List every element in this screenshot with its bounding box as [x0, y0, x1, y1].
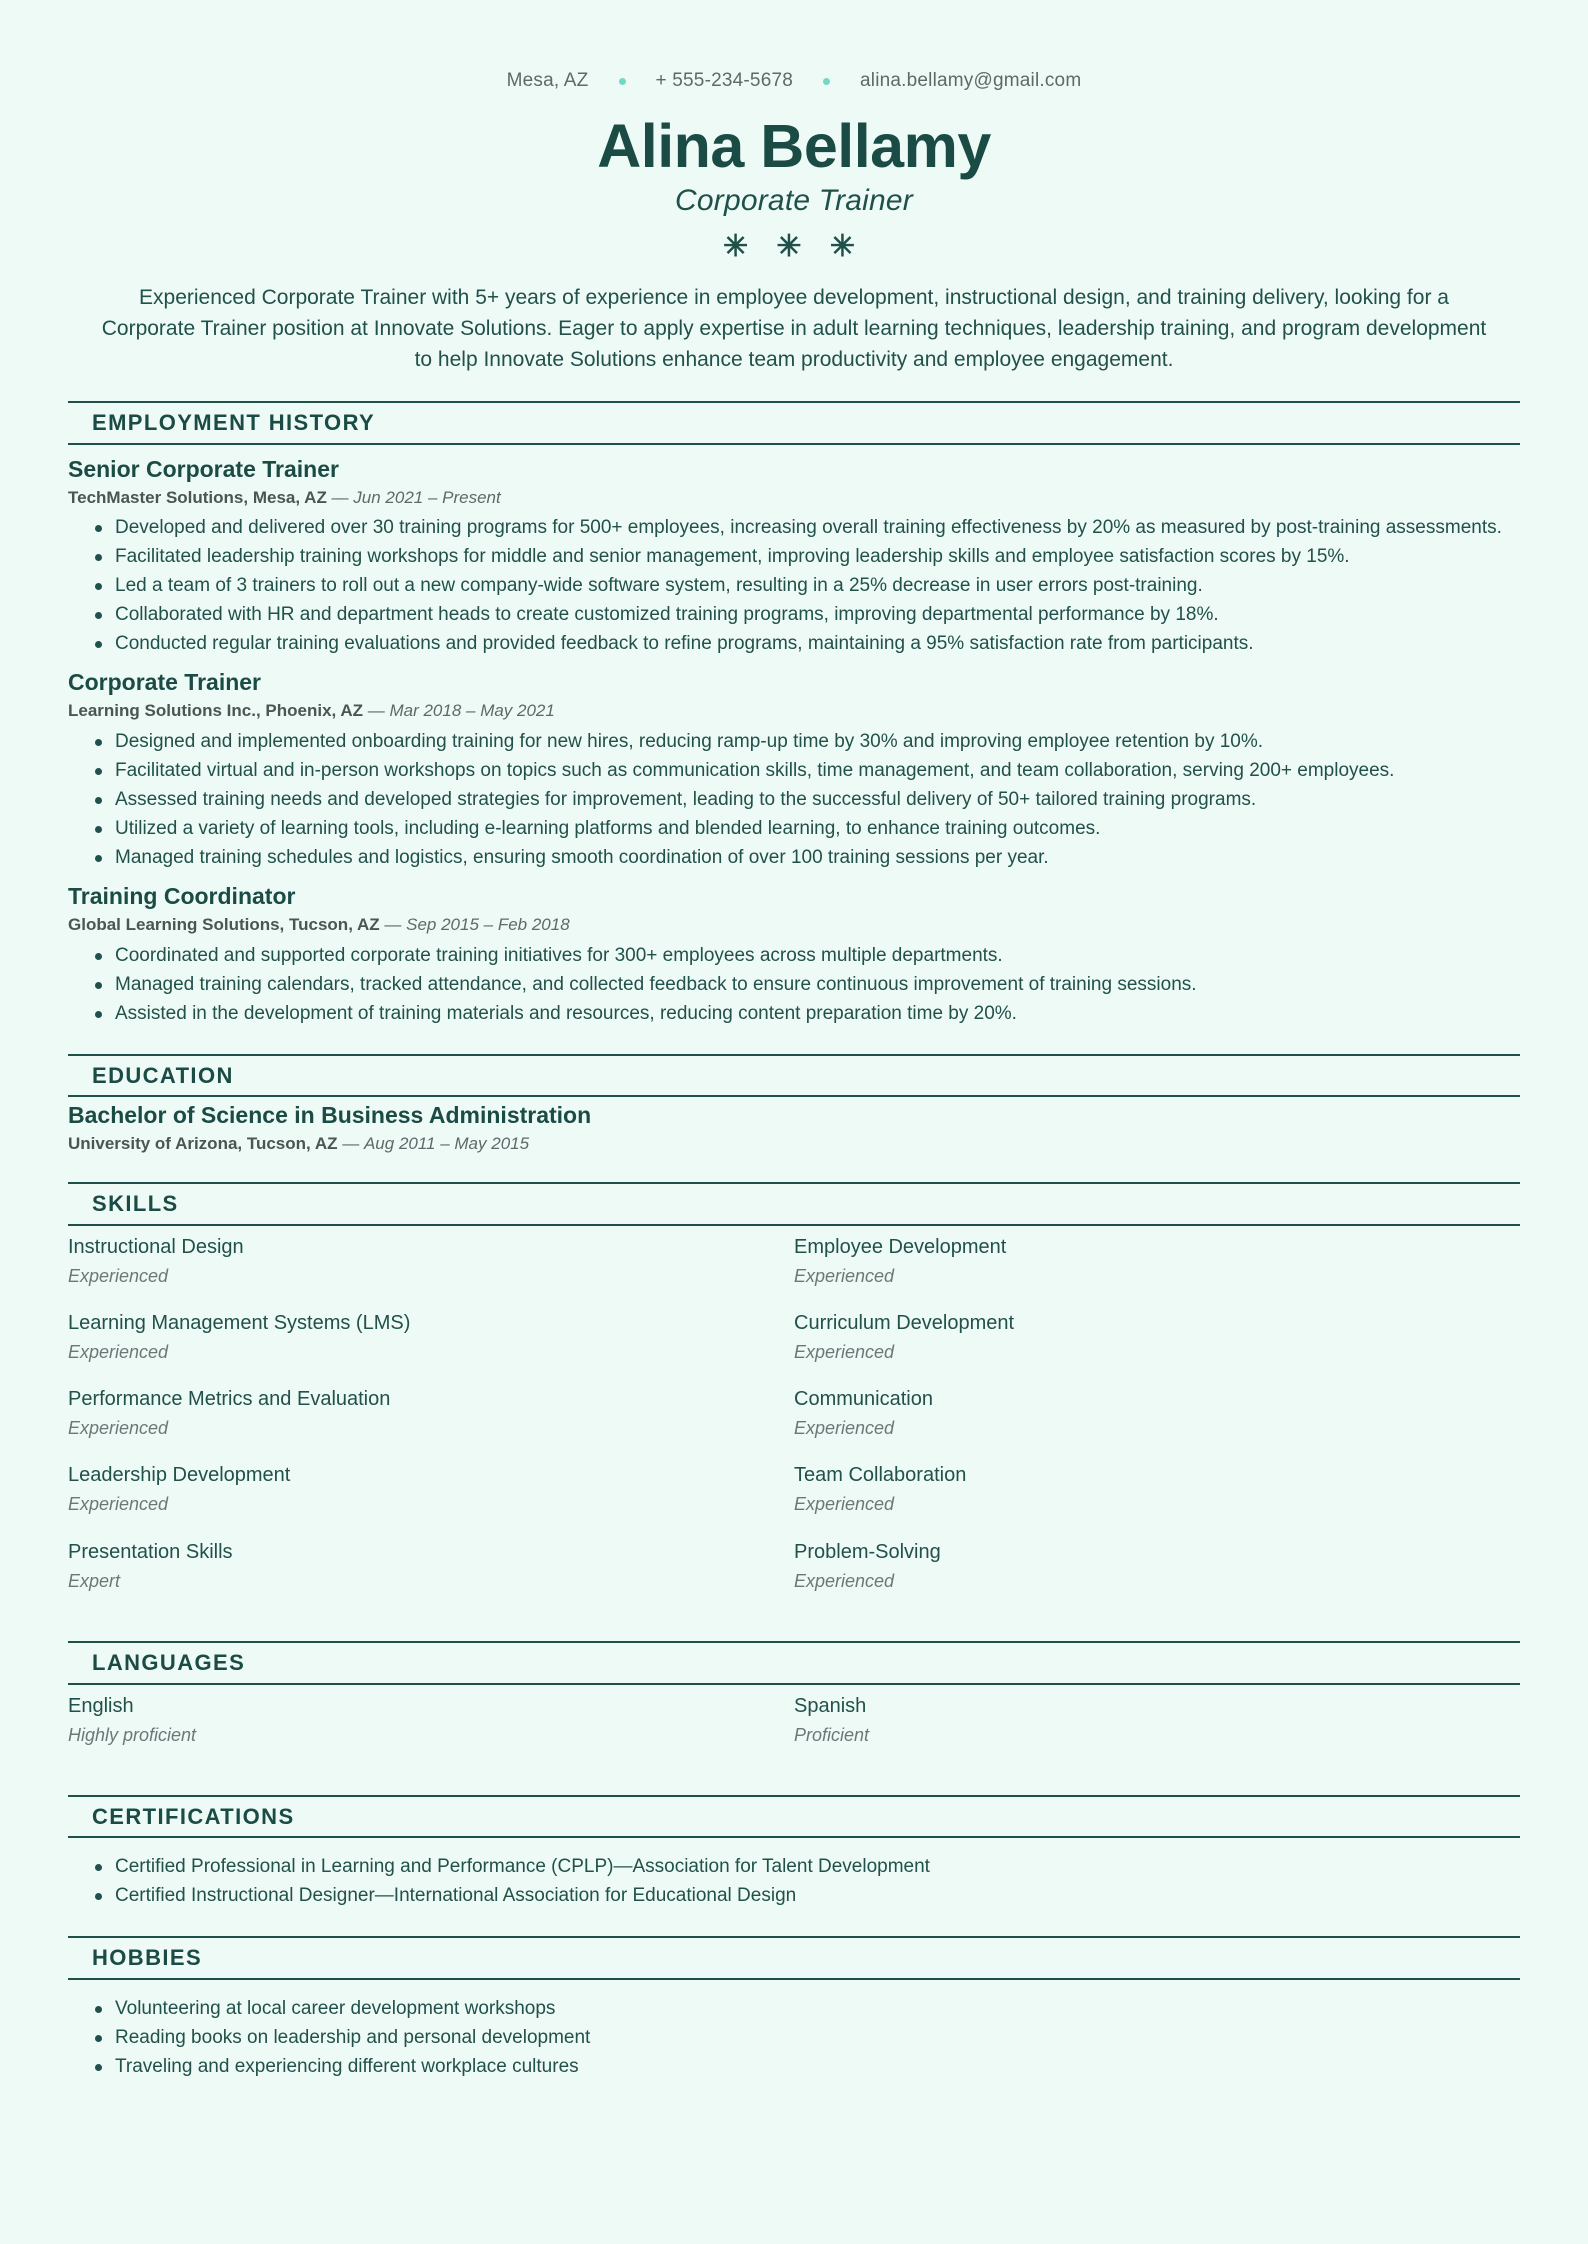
skill-item [794, 1462, 1520, 1516]
asterisk-ornament-icon: ✳ ✳ ✳ [722, 229, 866, 263]
entry-separator: — [337, 1134, 364, 1154]
skills-grid [68, 1226, 1520, 1615]
skill-item [794, 1310, 1520, 1364]
skill-level: Experienced [794, 1570, 895, 1591]
language-name: English [68, 1694, 134, 1717]
section-title: EMPLOYMENT HISTORY [92, 410, 376, 436]
entry-job-title: Corporate Trainer [68, 669, 261, 696]
section-title: CERTIFICATIONS [92, 1803, 295, 1829]
education-entry [68, 1101, 1520, 1156]
entry-dates: Mar 2018 – May 2021 [389, 701, 555, 721]
professional-summary: Experienced Corporate Trainer with 5+ years of experience in employee development, instructional design, and training delivery, looking for a Corporate Trainer position at Innovate Solutions. Eager to apply expertise in adult learning techniques, leadership training, and program development to help Innovate Solutions enhance team productivity and employee engagement. [101, 285, 1487, 372]
skill-name: Problem-Solving [794, 1540, 941, 1563]
skill-level: Experienced [794, 1341, 895, 1362]
skill-level: Experienced [68, 1341, 169, 1362]
employment-entry [68, 668, 1520, 872]
skill-name: Team Collaboration [794, 1464, 967, 1487]
language-level: Proficient [794, 1724, 870, 1745]
entry-separator: — [326, 487, 354, 507]
skill-item [68, 1539, 794, 1593]
skill-level: Experienced [794, 1418, 895, 1439]
bullet-item: Managed training schedules and logistics, ensuring smooth coordination of over 100 training sessions per year. [68, 845, 1520, 872]
skill-item [794, 1234, 1520, 1288]
entry-organization: Global Learning Solutions, Tucson, AZ [68, 914, 380, 934]
skill-item [68, 1386, 794, 1440]
language-level: Highly proficient [68, 1724, 197, 1745]
section-title: SKILLS [92, 1191, 179, 1217]
employment-entry [68, 455, 1520, 659]
skill-name: Leadership Development [68, 1464, 291, 1487]
section-header-languages [68, 1641, 1520, 1685]
language-item [68, 1693, 794, 1747]
entry-bullet-list [68, 729, 1520, 872]
bullet-item: Utilized a variety of learning tools, including e-learning platforms and blended learning, to enhance training outcomes. [68, 816, 1520, 843]
employment-entries [68, 445, 1520, 1028]
candidate-job-title: Corporate Trainer [675, 183, 913, 217]
skill-level: Experienced [68, 1265, 169, 1286]
certifications-body [68, 1838, 1520, 1910]
contact-email: alina.bellamy@gmail.com [860, 70, 1082, 91]
contact-phone: + 555-234-5678 [655, 70, 793, 91]
skill-level: Experienced [794, 1265, 895, 1286]
bullet-item: Certified Professional in Learning and Performance (CPLP)—Association for Talent Development [68, 1854, 1520, 1881]
separator-dot-icon [823, 78, 830, 85]
bullet-item: Designed and implemented onboarding training for new hires, reducing ramp-up time by 30% and improving employee retention by 10%. [68, 729, 1520, 756]
section-title: HOBBIES [92, 1945, 203, 1971]
section-header-employment [68, 401, 1520, 445]
hobbies-body [68, 1980, 1520, 2081]
bullet-item: Coordinated and supported corporate training initiatives for 300+ employees across multiple departments. [68, 943, 1520, 970]
skill-name: Performance Metrics and Evaluation [68, 1388, 391, 1411]
skill-item [794, 1386, 1520, 1440]
entry-meta [68, 700, 1520, 723]
bullet-item: Facilitated leadership training workshops for middle and senior management, improving leadership skills and employee satisfaction scores by 15%. [68, 544, 1520, 571]
education-entries [68, 1097, 1520, 1156]
skill-item [68, 1310, 794, 1364]
section-certifications [68, 1795, 1520, 1910]
section-title: EDUCATION [92, 1062, 234, 1088]
contact-location: Mesa, AZ [506, 70, 589, 91]
skill-name: Employee Development [794, 1235, 1007, 1258]
entry-institution: University of Arizona, Tucson, AZ [68, 1134, 338, 1154]
section-header-education [68, 1054, 1520, 1098]
skill-name: Presentation Skills [68, 1540, 233, 1563]
contact-bar [68, 0, 1520, 92]
bullet-item: Certified Instructional Designer—International Association for Educational Design [68, 1883, 1520, 1910]
skill-name: Communication [794, 1388, 933, 1411]
bullet-item: Assessed training needs and developed strategies for improvement, leading to the successful delivery of 50+ tailored training programs. [68, 787, 1520, 814]
section-title: LANGUAGES [92, 1650, 246, 1675]
skill-name: Learning Management Systems (LMS) [68, 1311, 411, 1334]
entry-job-title: Training Coordinator [68, 882, 296, 909]
skill-item [68, 1462, 794, 1516]
entry-job-title: Senior Corporate Trainer [68, 455, 339, 482]
bullet-item: Reading books on leadership and personal development [68, 2025, 1520, 2052]
bullet-item: Traveling and experiencing different workplace cultures [68, 2054, 1520, 2081]
skill-item [794, 1539, 1520, 1593]
employment-entry [68, 882, 1520, 1028]
language-item [794, 1693, 1520, 1747]
entry-dates: Jun 2021 – Present [353, 487, 501, 507]
bullet-item: Managed training calendars, tracked attendance, and collected feedback to ensure continuous improvement of training sessions. [68, 972, 1520, 999]
bullet-item: Volunteering at local career development workshops [68, 1996, 1520, 2023]
entry-meta [68, 914, 1520, 937]
section-education [68, 1054, 1520, 1156]
bullet-item: Assisted in the development of training materials and resources, reducing content preparation time by 20%. [68, 1001, 1520, 1028]
skill-level: Experienced [794, 1494, 895, 1515]
section-header-skills [68, 1182, 1520, 1226]
entry-organization: Learning Solutions Inc., Phoenix, AZ [68, 701, 364, 721]
bullet-item: Conducted regular training evaluations and provided feedback to refine programs, maintaining a 95% satisfaction rate from participants. [68, 631, 1520, 658]
section-skills [68, 1182, 1520, 1615]
section-languages [68, 1641, 1520, 1769]
bullet-item: Led a team of 3 trainers to roll out a new company-wide software system, resulting in a 25% decrease in user errors post-training. [68, 573, 1520, 600]
bullet-item: Developed and delivered over 30 training programs for 500+ employees, increasing overall training effectiveness by 20% as measured by post-training assessments. [68, 515, 1520, 542]
section-header-hobbies [68, 1936, 1520, 1980]
entry-dates: Sep 2015 – Feb 2018 [406, 914, 570, 934]
entry-bullet-list [68, 515, 1520, 658]
skill-level: Experienced [68, 1494, 169, 1515]
skill-item [68, 1234, 794, 1288]
entry-degree: Bachelor of Science in Business Administration [68, 1102, 592, 1129]
skill-level: Expert [68, 1570, 121, 1591]
entry-meta [68, 1133, 1520, 1156]
skill-name: Curriculum Development [794, 1311, 1015, 1334]
candidate-name: Alina Bellamy [597, 112, 991, 180]
separator-dot-icon [619, 78, 626, 85]
bullet-item: Facilitated virtual and in-person workshops on topics such as communication skills, time management, and team collaboration, serving 200+ employees. [68, 758, 1520, 785]
entry-separator: — [363, 701, 390, 721]
hobbies-list [68, 1996, 1520, 2081]
language-name: Spanish [794, 1694, 867, 1717]
skill-name: Instructional Design [68, 1235, 244, 1258]
section-employment-history [68, 401, 1520, 1028]
section-hobbies [68, 1936, 1520, 2080]
skill-level: Experienced [68, 1418, 169, 1439]
certifications-list [68, 1854, 1520, 1910]
entry-meta [68, 487, 1520, 510]
entry-bullet-list [68, 943, 1520, 1028]
section-header-certifications [68, 1795, 1520, 1839]
entry-dates: Aug 2011 – May 2015 [363, 1134, 530, 1154]
entry-organization: TechMaster Solutions, Mesa, AZ [68, 487, 327, 507]
bullet-item: Collaborated with HR and department heads to create customized training programs, improving departmental performance by 18%. [68, 602, 1520, 629]
entry-separator: — [379, 914, 407, 934]
languages-grid [68, 1685, 1520, 1769]
